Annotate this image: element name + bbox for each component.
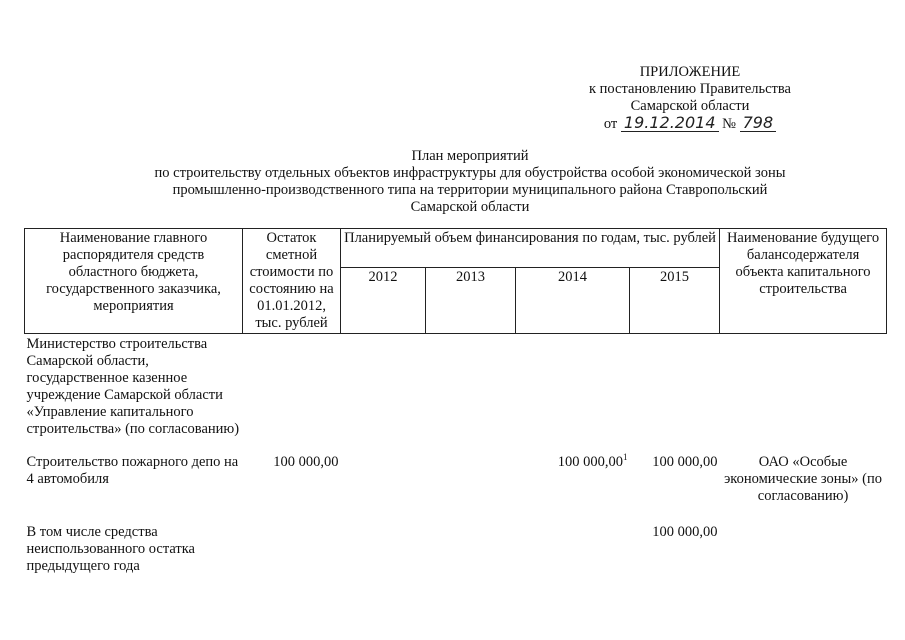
header-balance: Остаток сметной стоимости по состоянию на 01.01.2012, тыс. рублей [243, 229, 341, 334]
appendix-date-line [540, 115, 840, 133]
appendix-heading: ПРИЛОЖЕНИЕ [639, 64, 741, 80]
row1-2014: 100 000,00 [557, 454, 623, 470]
document-title [100, 148, 840, 216]
empty-cell [243, 524, 341, 575]
row1-2013 [426, 454, 516, 524]
handwritten-number: 798 [740, 115, 777, 132]
empty-cell [243, 334, 887, 455]
title-line-2: по строительству отдельных объектов инфраструктуры для обустройства особой экономической зоны [154, 165, 786, 181]
appendix-line-1: к постановлению Правительства [589, 81, 791, 97]
empty-cell [426, 524, 516, 575]
header-holder: Наименование будущего балансодержателя объекта капитального строительства [720, 229, 887, 334]
header-year-2014: 2014 [516, 268, 630, 334]
row1-name: Строительство пожарного депо на 4 автомобиля [26, 454, 239, 487]
row1-2014-cell [516, 454, 630, 524]
title-line-1: План мероприятий [411, 148, 529, 164]
row1-2012 [341, 454, 426, 524]
handwritten-date: 19.12.2014 [621, 115, 719, 132]
footnote-mark: 1 [623, 452, 628, 463]
empty-cell [341, 524, 426, 575]
header-year-2012: 2012 [341, 268, 426, 334]
header-year-2015: 2015 [630, 268, 720, 334]
header-year-2013: 2013 [426, 268, 516, 334]
empty-cell [720, 524, 887, 575]
title-line-3: промышленно-производственного типа на территории муниципального района Ставропольский [172, 182, 768, 198]
row2-name: В том числе средства неиспользованного остатка предыдущего года [26, 524, 195, 574]
table-row-org [25, 334, 887, 455]
appendix-block [540, 64, 840, 133]
date-prefix: от [603, 116, 618, 132]
org-name: Министерство строительства Самарской области, государственное казенное учреждение Самарской области «Управление капитального строительства» (по согласованию) [26, 336, 240, 437]
row1-2015: 100 000,00 [652, 454, 718, 470]
table-row [25, 524, 887, 575]
row1-holder: ОАО «Особые экономические зоны» (по согласованию) [724, 454, 883, 504]
title-line-4: Самарской области [410, 199, 530, 215]
header-name: Наименование главного распорядителя средств областного бюджета, государственного заказчика, мероприятия [25, 229, 243, 334]
row2-2015: 100 000,00 [652, 524, 718, 540]
table-row [25, 454, 887, 524]
empty-cell [516, 524, 630, 575]
plan-table [24, 228, 887, 575]
row1-balance: 100 000,00 [273, 454, 339, 470]
header-planned: Планируемый объем финансирования по годам, тыс. рублей [341, 229, 720, 268]
number-prefix: № [722, 116, 736, 132]
appendix-line-2: Самарской области [630, 98, 750, 114]
